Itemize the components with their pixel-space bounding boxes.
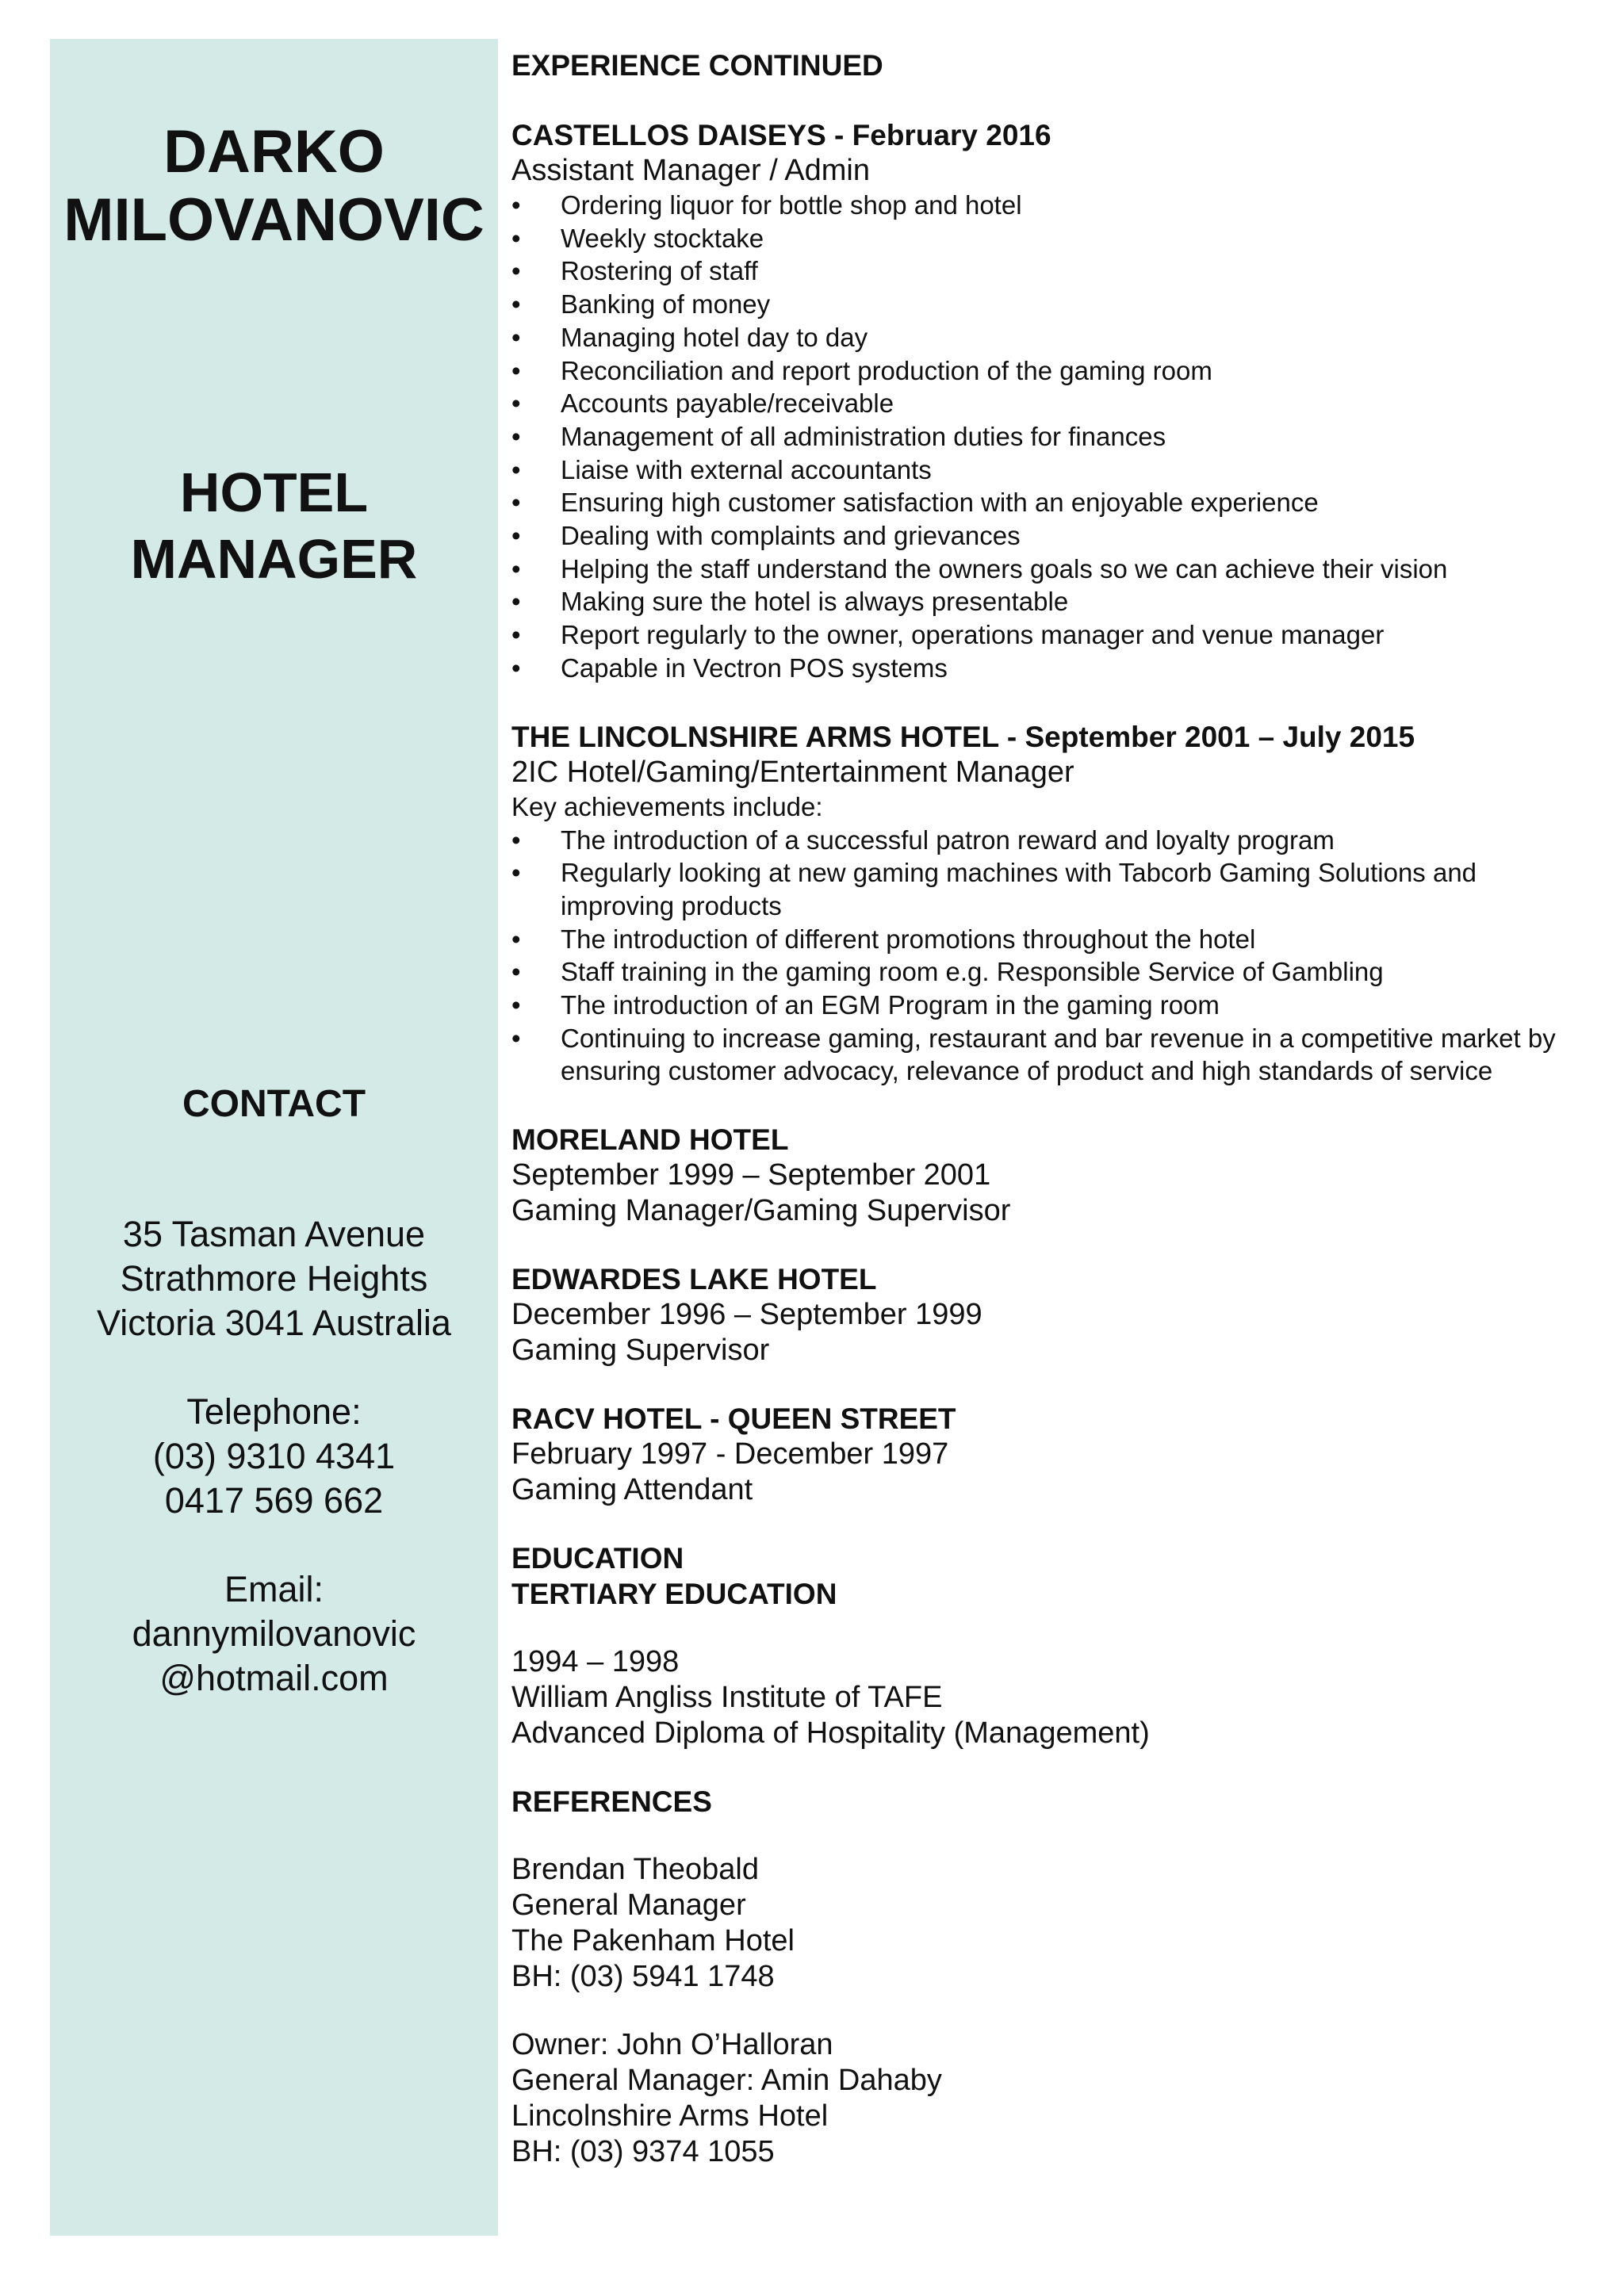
contact-address (50, 1212, 498, 1345)
job-racv-hotel (511, 1401, 1590, 1508)
email-address-line[interactable]: @hotmail.com (159, 1658, 389, 1698)
list-item: • Accounts payable/receivable (511, 387, 1590, 420)
education-subheading: TERTIARY EDUCATION (511, 1578, 837, 1611)
job-role: Gaming Attendant (511, 1473, 753, 1507)
job-moreland-hotel (511, 1122, 1590, 1229)
list-item: • Liaise with external accountants (511, 453, 1590, 487)
list-item: • Capable in Vectron POS systems (511, 652, 1590, 685)
education-institution: William Angliss Institute of TAFE (511, 1681, 943, 1715)
address-line: Victoria 3041 Australia (97, 1303, 451, 1343)
education-heading: EDUCATION (511, 1542, 684, 1575)
education-section (511, 1540, 1590, 1751)
references-heading: REFERENCES (511, 1785, 712, 1819)
references-section (511, 1784, 1590, 2170)
job-dates: September 1999 – September 2001 (511, 1158, 991, 1192)
job-role: 2IC Hotel/Gaming/Entertainment Manager (511, 755, 1074, 789)
list-item: • Regularly looking at new gaming machines with Tabcorb Gaming Solutions and improving products (511, 856, 1590, 922)
list-item: • Report regularly to the owner, operations manager and venue manager (511, 618, 1590, 652)
name-line-1: DARKO (163, 118, 385, 186)
role-line-2: MANAGER (130, 528, 418, 590)
list-item: • Weekly stocktake (511, 222, 1590, 255)
list-item: • Reconciliation and report production of the gaming room (511, 354, 1590, 388)
list-item: • Staff training in the gaming room e.g. Responsible Service of Gambling (511, 955, 1590, 989)
name-line-2: MILOVANOVIC (63, 186, 485, 254)
email-label: Email: (224, 1569, 324, 1609)
job-title (50, 459, 498, 592)
job-title: RACV HOTEL - QUEEN STREET (511, 1402, 956, 1436)
list-item: • Banking of money (511, 288, 1590, 321)
contact-heading: CONTACT (182, 1083, 366, 1125)
reference-line: Lincolnshire Arms Hotel (511, 2099, 829, 2133)
reference-line: Owner: John O’Halloran (511, 2028, 833, 2062)
job-title: EDWARDES LAKE HOTEL (511, 1263, 877, 1296)
job-castellos-daiseys (511, 117, 1590, 685)
list-item: • Managing hotel day to day (511, 321, 1590, 354)
list-item: • Rostering of staff (511, 254, 1590, 288)
list-item: • Making sure the hotel is always presentable (511, 585, 1590, 618)
job-lincolnshire-arms (511, 719, 1590, 1089)
reference-line: General Manager (511, 1888, 746, 1923)
contact-telephone (50, 1390, 498, 1523)
reference-phone: BH: (03) 9374 1055 (511, 2135, 775, 2169)
reference-line: General Manager: Amin Dahaby (511, 2064, 942, 2098)
main-content (511, 48, 1590, 2170)
reference-entry (511, 1852, 1590, 1995)
achievements-intro: Key achievements include: (511, 791, 823, 821)
list-item: • Management of all administration duties for finances (511, 420, 1590, 453)
list-item: • Helping the staff understand the owners goals so we can achieve their vision (511, 553, 1590, 586)
contact-email (50, 1567, 498, 1701)
job-role: Assistant Manager / Admin (511, 154, 870, 187)
education-years: 1994 – 1998 (511, 1645, 680, 1679)
list-item: • Continuing to increase gaming, restaurant and bar revenue in a competitive market by ensuring customer advocacy, relevance of product and high standards of service (511, 1022, 1590, 1088)
phone-number[interactable]: (03) 9310 4341 (152, 1436, 396, 1476)
email-address-line[interactable]: dannymilovanovic (132, 1613, 416, 1654)
reference-line: The Pakenham Hotel (511, 1924, 795, 1958)
candidate-name (50, 118, 498, 254)
reference-entry (511, 2027, 1590, 2170)
experience-heading: EXPERIENCE CONTINUED (511, 49, 883, 82)
job-dates: February 1997 - December 1997 (511, 1437, 949, 1471)
telephone-label: Telephone: (186, 1391, 362, 1432)
achievements-list (511, 824, 1590, 1089)
job-title: CASTELLOS DAISEYS - February 2016 (511, 119, 1051, 151)
reference-phone: BH: (03) 5941 1748 (511, 1960, 775, 1994)
duties-list (511, 189, 1590, 685)
list-item: • The introduction of an EGM Program in the gaming room (511, 989, 1590, 1022)
address-line: 35 Tasman Avenue (122, 1214, 426, 1254)
list-item: • Dealing with complaints and grievances (511, 519, 1590, 553)
list-item: • Ordering liquor for bottle shop and hotel (511, 189, 1590, 222)
sidebar-panel (50, 39, 498, 2236)
list-item: • The introduction of different promotions throughout the hotel (511, 923, 1590, 956)
job-edwardes-lake-hotel (511, 1261, 1590, 1368)
role-line-1: HOTEL (179, 461, 369, 523)
education-qualification: Advanced Diploma of Hospitality (Management) (511, 1716, 1150, 1751)
list-item: • Ensuring high customer satisfaction with an enjoyable experience (511, 486, 1590, 519)
job-title: MORELAND HOTEL (511, 1123, 789, 1157)
reference-line: Brendan Theobald (511, 1853, 759, 1887)
job-role: Gaming Supervisor (511, 1334, 770, 1368)
job-role: Gaming Manager/Gaming Supervisor (511, 1194, 1011, 1228)
address-line: Strathmore Heights (120, 1258, 428, 1299)
list-item: • The introduction of a successful patron reward and loyalty program (511, 824, 1590, 857)
phone-number[interactable]: 0417 569 662 (164, 1480, 384, 1521)
job-title: THE LINCOLNSHIRE ARMS HOTEL - September 2001 – July 2015 (511, 720, 1415, 753)
job-dates: December 1996 – September 1999 (511, 1298, 982, 1332)
